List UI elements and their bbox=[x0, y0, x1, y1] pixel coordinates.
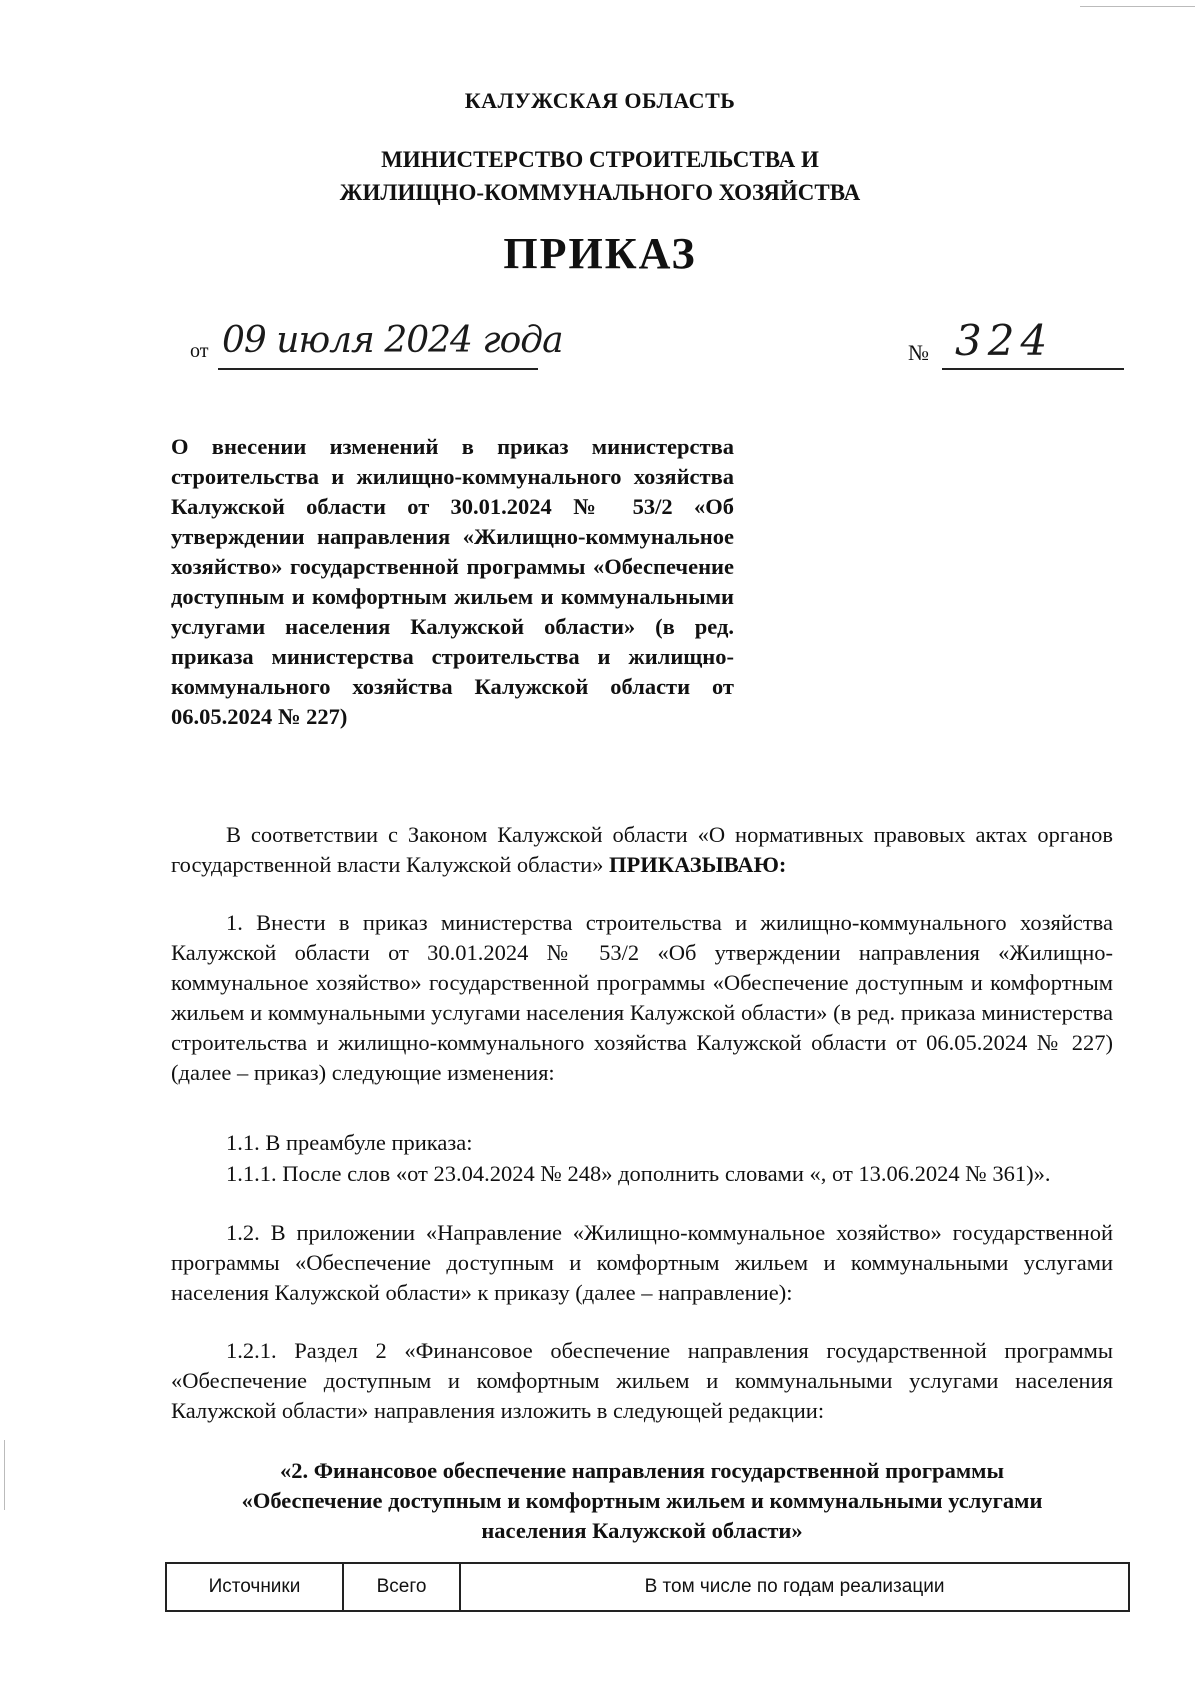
item-1-2: 1.2. В приложении «Направление «Жилищно-коммунальное хозяйство» государственной программы «Обеспечение доступным и комфортным жильем и коммунальными услугами населения Калужской области» к приказу (далее – направление): bbox=[171, 1220, 1113, 1305]
item-1: 1. Внести в приказ министерства строительства и жилищно-коммунального хозяйства Калужской области от 30.01.2024 № 53/2 «Об утверждении направления «Жилищно-коммунальное хозяйство» государственной программы «Обеспечение доступным и комфортным жильем и коммунальными услугами населения Калужской области» (в ред. приказа министерства строительства и жилищно-коммунального хозяйства Калужской области от 06.05.2024 № 227) (далее – приказ) следующие изменения: bbox=[171, 910, 1113, 1085]
number-label: № bbox=[908, 340, 929, 365]
preamble-paragraph bbox=[171, 820, 1113, 880]
financing-table bbox=[165, 1562, 1130, 1612]
scan-artifact-top bbox=[1080, 6, 1195, 7]
item-1-2-1: 1.2.1. Раздел 2 «Финансовое обеспечение направления государственной программы «Обеспечение доступным и комфортным жильем и коммунальными услугами населения Калужской области» направления изложить в следующей редакции: bbox=[171, 1338, 1113, 1423]
ministry-heading bbox=[0, 143, 1200, 209]
date-number-row bbox=[190, 316, 1090, 380]
number-underline bbox=[942, 368, 1124, 370]
item-1-1-1: 1.1.1. После слов «от 23.04.2024 № 248» дополнить словами «, от 13.06.2024 № 361)». bbox=[226, 1161, 1051, 1186]
section-title-line-1: «2. Финансовое обеспечение направления государственной программы bbox=[279, 1458, 1005, 1483]
handwritten-number: 324 bbox=[955, 316, 1054, 365]
ministry-line-2: ЖИЛИЩНО-КОММУНАЛЬНОГО ХОЗЯЙСТВА bbox=[339, 180, 861, 205]
handwritten-date: 09 июля 2024 года bbox=[222, 320, 563, 361]
section-title-line-2: «Обеспечение доступным и комфортным жильем и коммунальными услугами bbox=[241, 1488, 1043, 1513]
region-heading: КАЛУЖСКАЯ ОБЛАСТЬ bbox=[464, 88, 736, 113]
ministry-line-1: МИНИСТЕРСТВО СТРОИТЕЛЬСТВА И bbox=[381, 147, 819, 172]
date-underline bbox=[218, 368, 538, 370]
scan-artifact-left bbox=[4, 1440, 5, 1510]
table-header-row bbox=[166, 1563, 1129, 1611]
document-type-title: ПРИКАЗ bbox=[503, 229, 697, 278]
section-title-line-3: населения Калужской области» bbox=[481, 1518, 803, 1543]
header-years: В том числе по годам реализации bbox=[460, 1563, 1129, 1611]
item-1-1: 1.1. В преамбуле приказа: bbox=[226, 1130, 473, 1155]
preamble-text: В соответствии с Законом Калужской области «О нормативных правовых актах органов государственной власти Калужской области» bbox=[171, 822, 1113, 877]
header-sources: Источники bbox=[166, 1563, 343, 1611]
header-total: Всего bbox=[343, 1563, 460, 1611]
order-keyword: ПРИКАЗЫВАЮ: bbox=[609, 852, 787, 877]
section-2-title bbox=[171, 1456, 1113, 1546]
order-subject: О внесении изменений в приказ министерства строительства и жилищно-коммунального хозяйства Калужской области от 30.01.2024 № 53/2 «Об утверждении направления «Жилищно-коммунальное хозяйство» государственной программы «Обеспечение доступным и комфортным жильем и коммунальными услугами населения Калужской области» (в ред. приказа министерства строительства и жилищно-коммунального хозяйства Калужской области от 06.05.2024 № 227) bbox=[171, 434, 734, 729]
date-from-label: от bbox=[190, 340, 209, 362]
